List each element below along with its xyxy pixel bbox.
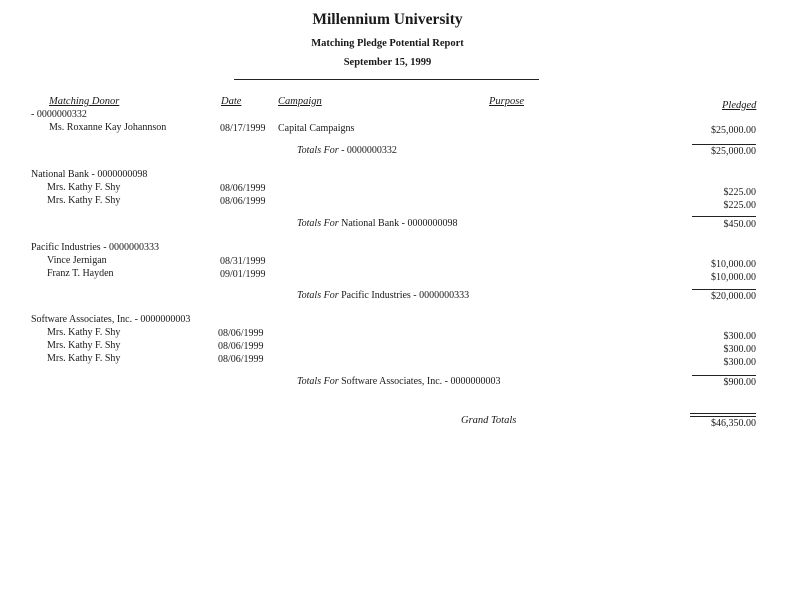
column-header-campaign: Campaign <box>278 96 322 107</box>
donor-name: Mrs. Kathy F. Shy <box>47 327 121 338</box>
totals-for-label: Totals For <box>297 145 339 156</box>
report-title: Matching Pledge Potential Report <box>311 38 464 49</box>
group-totals-label <box>297 218 457 230</box>
pledged-amount: $10,000.00 <box>711 259 756 270</box>
pledge-date: 08/06/1999 <box>220 183 266 194</box>
institution-title: Millennium University <box>312 11 463 28</box>
group-total-amount: $900.00 <box>723 377 756 388</box>
grand-total-double-rule-top <box>690 413 756 414</box>
subtotal-rule <box>692 289 756 290</box>
totals-for-label: Totals For <box>297 290 339 301</box>
campaign-name: Capital Campaigns <box>278 123 355 134</box>
pledged-amount: $300.00 <box>723 344 756 355</box>
pledge-date: 08/31/1999 <box>220 256 266 267</box>
grand-totals-label: Grand Totals <box>461 415 517 426</box>
donor-name: Mrs. Kathy F. Shy <box>47 182 121 193</box>
subtotal-rule <box>692 144 756 145</box>
header-divider <box>234 79 539 80</box>
group-totals-label <box>297 376 501 388</box>
group-total-amount: $25,000.00 <box>711 146 756 157</box>
pledged-amount: $300.00 <box>723 357 756 368</box>
subtotal-rule <box>692 375 756 376</box>
pledge-date: 08/06/1999 <box>218 341 264 352</box>
donor-name: Mrs. Kathy F. Shy <box>47 195 121 206</box>
grand-total-double-rule-bottom <box>690 416 756 417</box>
donor-name: Vince Jernigan <box>47 255 107 266</box>
totals-for-label: Totals For <box>297 218 339 229</box>
group-name: Pacific Industries - 0000000333 <box>31 242 160 253</box>
pledged-amount: $225.00 <box>723 187 756 198</box>
totals-group-name: Pacific Industries - 0000000333 <box>341 290 470 301</box>
column-header-purpose: Purpose <box>489 96 524 107</box>
grand-total-amount: $46,350.00 <box>711 418 756 429</box>
column-header-pledged: Pledged <box>722 100 757 111</box>
pledged-amount: $225.00 <box>723 200 756 211</box>
donor-name: Ms. Roxanne Kay Johannson <box>49 122 167 133</box>
column-header-date: Date <box>221 96 242 107</box>
group-totals-label <box>297 145 397 157</box>
group-total-amount: $450.00 <box>723 219 756 230</box>
pledged-amount: $300.00 <box>723 331 756 342</box>
pledged-amount: $25,000.00 <box>711 125 756 136</box>
totals-group-name: - 0000000332 <box>341 145 397 156</box>
column-header-matching-donor: Matching Donor <box>49 96 120 107</box>
pledge-date: 08/17/1999 <box>220 123 266 134</box>
group-total-amount: $20,000.00 <box>711 291 756 302</box>
group-name: Software Associates, Inc. - 0000000003 <box>31 314 191 325</box>
group-name: - 0000000332 <box>31 109 87 120</box>
pledge-date: 09/01/1999 <box>220 269 266 280</box>
subtotal-rule <box>692 216 756 217</box>
pledged-amount: $10,000.00 <box>711 272 756 283</box>
pledge-date: 08/06/1999 <box>218 328 264 339</box>
totals-group-name: Software Associates, Inc. - 0000000003 <box>341 376 501 387</box>
pledge-date: 08/06/1999 <box>218 354 264 365</box>
group-name: National Bank - 0000000098 <box>31 169 148 180</box>
donor-name: Mrs. Kathy F. Shy <box>47 340 121 351</box>
donor-name: Franz T. Hayden <box>47 268 114 279</box>
donor-name: Mrs. Kathy F. Shy <box>47 353 121 364</box>
report-date: September 15, 1999 <box>343 57 432 68</box>
totals-group-name: National Bank - 0000000098 <box>341 218 458 229</box>
totals-for-label: Totals For <box>297 376 339 387</box>
pledge-date: 08/06/1999 <box>220 196 266 207</box>
group-totals-label <box>297 290 469 302</box>
